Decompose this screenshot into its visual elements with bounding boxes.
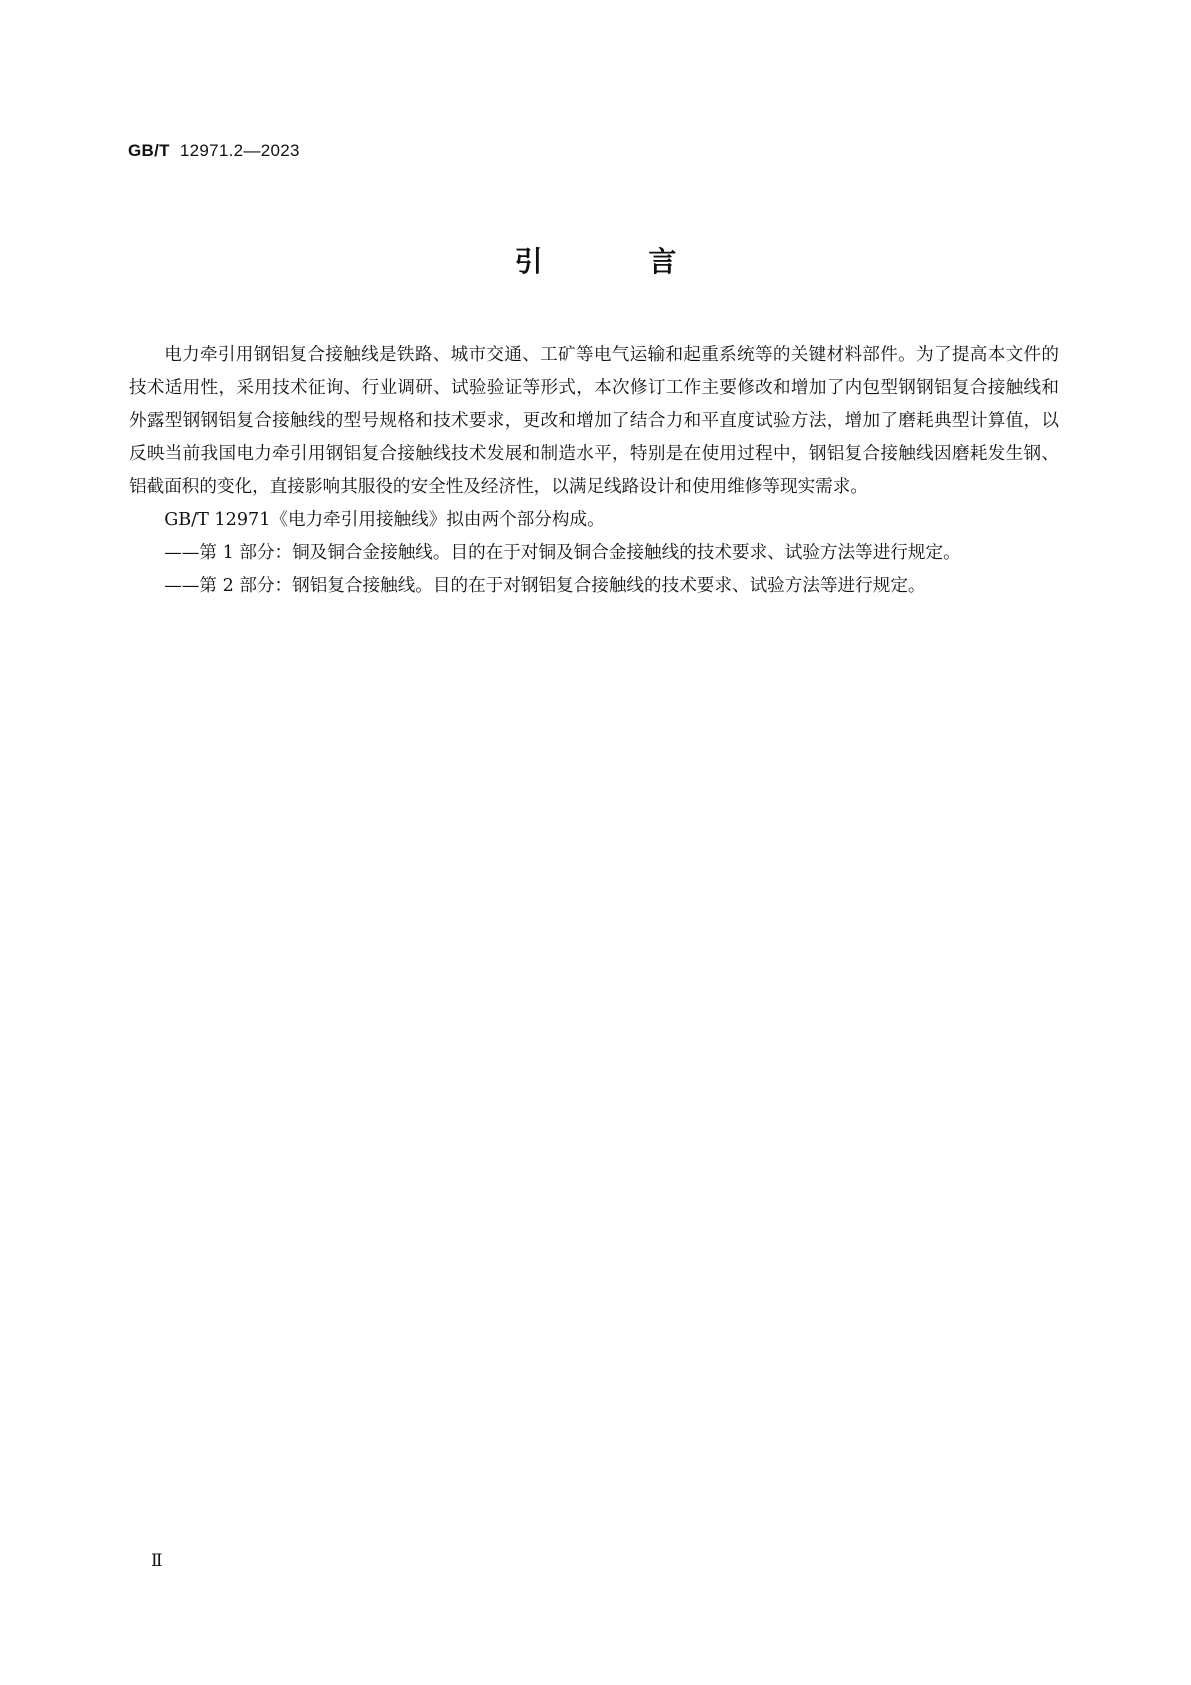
- standard-prefix: GB/T: [128, 141, 170, 160]
- document-code: [128, 141, 300, 161]
- standard-number: 12971.2—2023: [179, 141, 300, 160]
- section-title: 引 言: [514, 245, 725, 278]
- page-number: Ⅱ: [151, 1551, 163, 1570]
- part-1-item: ——第 1 部分：铜及铜合金接触线。目的在于对铜及铜合金接触线的技术要求、试验方法等进行规定。: [164, 543, 961, 563]
- intro-paragraph: 电力牵引用钢铝复合接触线是铁路、城市交通、工矿等电气运输和起重系统等的关键材料部件。为了提高本文件的技术适用性，采用技术征询、行业调研、试验验证等形式，本次修订工作主要修改和增加了内包型钢钢铝复合接触线和外露型钢钢铝复合接触线的型号规格和技术要求，更改和增加了结合力和平直度试验方法，增加了磨耗典型计算值，以反映当前我国电力牵引用钢铝复合接触线技术发展和制造水平，特别是在使用过程中，钢铝复合接触线因磨耗发生钢、铝截面积的变化，直接影响其服役的安全性及经济性，以满足线路设计和使用维修等现实需求。: [129, 345, 1059, 497]
- body-text: [129, 339, 1059, 603]
- structure-paragraph: GB/T 12971《电力牵引用接触线》拟由两个部分构成。: [164, 510, 605, 530]
- part-2-item: ——第 2 部分：钢铝复合接触线。目的在于对钢铝复合接触线的技术要求、试验方法等进行规定。: [164, 576, 926, 596]
